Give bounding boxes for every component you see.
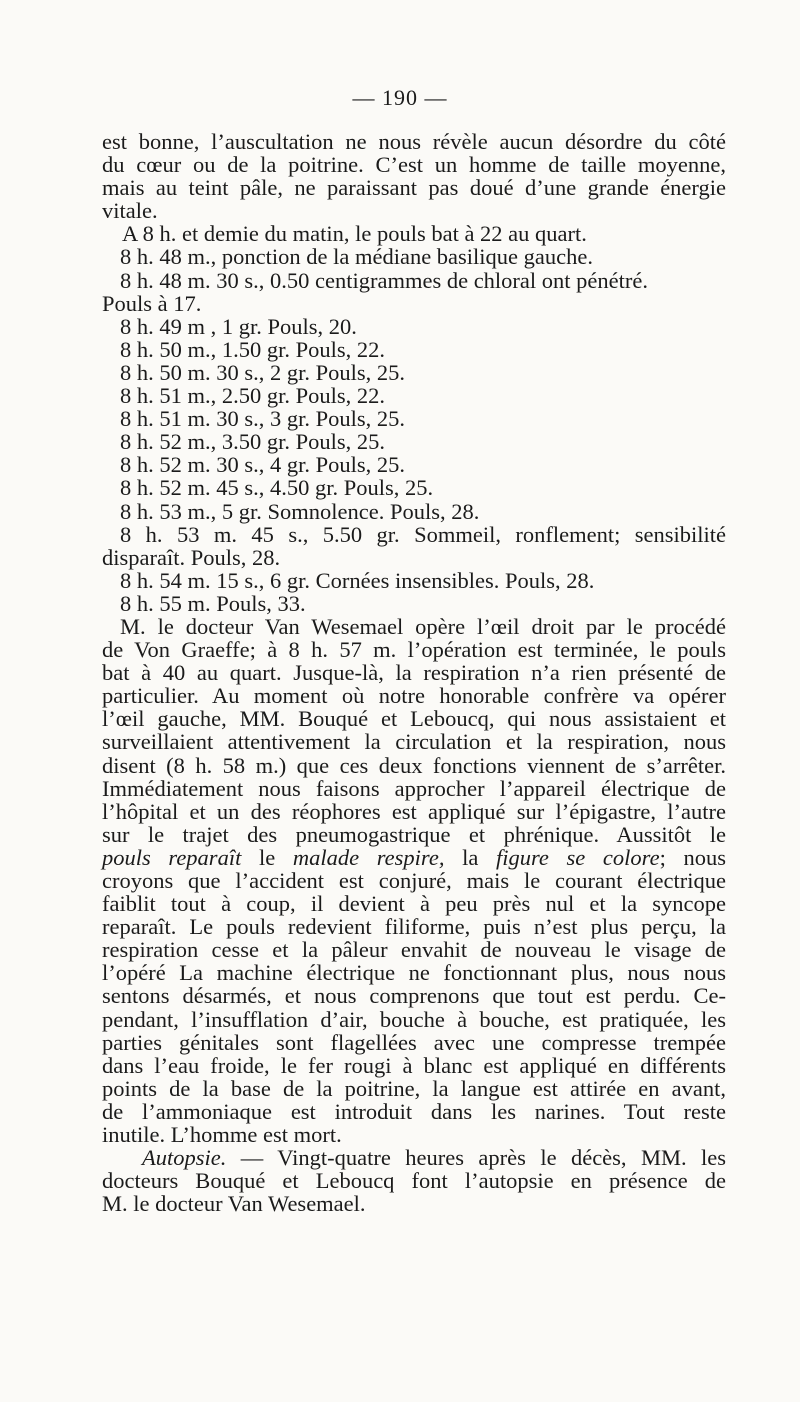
text-fragment: le [241,844,293,870]
text-line: 8 h. 53 m., 5 gr. Somnolence. Pouls, 28. [120,498,480,524]
text-line: 8 h. 55 m. Pouls, 33. [120,590,306,616]
text-line: parties génitales sont flagellées avec une compresse trempée [102,1029,726,1055]
text-line: M. le docteur Van Wesemael opère l’œil droit par le procédé [120,613,726,639]
text-line: l’œil gauche, MM. Bouqué et Leboucq, qui nous assistaient et [102,706,726,732]
autopsy-label: Autopsie. [142,1145,227,1171]
text-line: respiration cesse et la pâleur envahit de nouveau le visage de [102,937,726,963]
text-line: sentons désarmés, et nous comprenons que tout est perdu. Ce- [102,983,726,1009]
text-line: inutile. L’homme est mort. [102,1122,342,1148]
text-line: est bonne, l’auscultation ne nous révèle aucun désordre du côté [102,129,726,154]
text-line: A 8 h. et demie du matin, le pouls bat à 22 au quart. [122,221,587,247]
text-line: M. le docteur Van Wesemael. [102,1191,366,1217]
text-line: 8 h. 54 m. 15 s., 6 gr. Cornées insensibles. Pouls, 28. [120,567,595,593]
text-line: 8 h. 48 m. 30 s., 0.50 centigrammes de chloral ont pénétré. [120,267,648,293]
text-line: 8 h. 50 m., 1.50 gr. Pouls, 22. [120,336,386,362]
body-text [102,130,726,1215]
text-line: 8 h. 51 m., 2.50 gr. Pouls, 22. [120,383,386,409]
text-line: 8 h. 52 m. 30 s., 4 gr. Pouls, 25. [120,452,406,478]
text-line: sur le trajet des pneumogastrique et phrénique. Aussitôt le [102,821,726,847]
text-line: Immédiatement nous faisons approcher l’appareil électrique de [102,775,726,801]
text-line: vitale. [102,198,158,224]
text-line: Pouls à 17. [102,290,202,316]
page-number: — 190 — [352,85,448,110]
text-line: de Von Graeffe; à 8 h. 57 m. l’opération est terminée, le pouls [102,637,726,663]
text-line: particulier. Au moment où notre honorable confrère va opérer [102,683,726,709]
text-line-italic-mix [102,846,726,869]
autopsy-line [102,1146,726,1169]
text-line: de l’ammoniaque est introduit dans les narines. Tout reste [102,1098,726,1124]
text-line: 8 h. 52 m., 3.50 gr. Pouls, 25. [120,429,386,455]
text-line: points de la base de la poitrine, la langue est attirée en avant, [102,1075,726,1101]
text-line: 8 h. 50 m. 30 s., 2 gr. Pouls, 25. [120,359,406,385]
text-line: 8 h. 48 m., ponction de la médiane basilique gauche. [120,244,593,270]
text-line: 8 h. 53 m. 45 s., 5.50 gr. Sommeil, ronflement; sensibilité [120,521,726,547]
text-line: reparaît. Le pouls redevient filiforme, puis n’est plus perçu, la [102,914,726,940]
text-line: l’hôpital et un des réophores est appliqué sur l’épigastre, l’autre [102,798,726,824]
text-fragment: ; nous [659,844,726,870]
text-line: l’opéré La machine électrique ne fonctionnant plus, nous nous [102,960,726,986]
text-line: dans l’eau froide, le fer rougi à blanc est appliqué en différents [102,1052,726,1078]
text-line: 8 h. 51 m. 30 s., 3 gr. Pouls, 25. [120,406,406,432]
italic-phrase: pouls reparaît [102,844,242,870]
text-line: 8 h. 49 m , 1 gr. Pouls, 20. [120,313,357,339]
text-line: surveillaient attentivement la circulation et la respiration, nous [102,729,726,755]
text-line: pendant, l’insufflation d’air, bouche à bouche, est pratiquée, les [102,1006,726,1032]
italic-phrase: malade respire, [292,844,445,870]
text-line: du cœur ou de la poitrine. C’est un homme de taille moyenne, [102,152,726,178]
text-line: mais au teint pâle, ne paraissant pas doué d’une grande énergie [102,175,726,201]
text-fragment: la [444,844,496,870]
text-line: croyons que l’accident est conjuré, mais le courant électrique [102,868,726,893]
italic-phrase: figure se colore [495,844,660,870]
text-fragment: — Vingt-quatre heures après le décès, MM. les [226,1145,726,1171]
text-line: docteurs Bouqué et Leboucq font l’autopsie en présence de [102,1168,726,1194]
text-line: 8 h. 52 m. 45 s., 4.50 gr. Pouls, 25. [120,475,434,501]
text-line: faiblit tout à coup, il devient à peu près nul et la syncope [102,891,726,917]
text-line: disent (8 h. 58 m.) que ces deux fonctions viennent de s’arrêter. [102,752,726,778]
text-line: bat à 40 au quart. Jusque-là, la respiration n’a rien présenté de [102,660,726,686]
text-line: disparaît. Pouls, 28. [102,544,281,570]
